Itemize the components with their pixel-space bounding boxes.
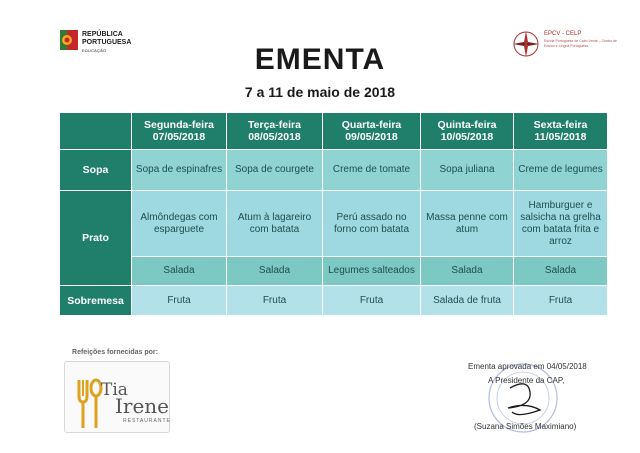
menu-cell: Sopa juliana <box>421 150 514 191</box>
menu-cell: Salada <box>227 257 323 286</box>
restaurant-caption: Refeições fornecidas por: <box>72 349 158 356</box>
menu-cell: Fruta <box>132 286 227 316</box>
menu-cell: Salada <box>514 257 608 286</box>
restaurant-name-2: Irene <box>115 394 170 418</box>
menu-cell: Hamburguer e salsicha na grelha com batata frita e arroz <box>514 191 608 257</box>
row-label-sopa: Sopa <box>60 150 132 191</box>
menu-cell: Massa penne com atum <box>421 191 514 257</box>
date-range: 7 a 11 de maio de 2018 <box>244 84 396 100</box>
restaurant-logo <box>60 349 170 433</box>
approval-date: Ementa aprovada em 04/05/2018 <box>468 362 587 371</box>
prato-side-row <box>60 257 608 286</box>
row-label-prato: Prato <box>60 191 132 286</box>
menu-cell: Fruta <box>514 286 608 316</box>
logo-left-text: REPÚBLICA PORTUGUESA <box>82 31 132 46</box>
approval-signatory: (Suzana Simões Maximiano) <box>474 422 577 431</box>
day-header: Terça-feira 08/05/2018 <box>227 113 323 150</box>
fork-spoon-icon <box>75 378 103 430</box>
logo-left-subtext: EDUCAÇÃO <box>82 48 107 53</box>
corner-cell <box>60 113 132 150</box>
day-header: Quinta-feira 10/05/2018 <box>421 113 514 150</box>
menu-cell: Sopa de courgete <box>227 150 323 191</box>
menu-cell: Atum à lagareiro com batata <box>227 191 323 257</box>
menu-cell: Fruta <box>323 286 421 316</box>
menu-table <box>59 112 608 316</box>
menu-cell: Legumes salteados <box>323 257 421 286</box>
menu-cell: Fruta <box>227 286 323 316</box>
restaurant-name-3: RESTAURANTE <box>123 418 171 424</box>
menu-cell: Creme de tomate <box>323 150 421 191</box>
menu-cell: Salada <box>421 257 514 286</box>
approval-block <box>438 358 598 438</box>
menu-cell: Creme de legumes <box>514 150 608 191</box>
sobremesa-row <box>60 286 608 316</box>
approval-role: A Presidente da CAP, <box>488 376 565 385</box>
page-title: EMENTA <box>254 43 386 76</box>
menu-cell: Perú assado no forno com batata <box>323 191 421 257</box>
header-row <box>60 113 608 150</box>
menu-cell: Sopa de espinafres <box>132 150 227 191</box>
restaurant-logo-box <box>64 361 170 433</box>
menu-cell: Almôndegas com esparguete <box>132 191 227 257</box>
logo-right-title: EPCV - CELP <box>544 31 582 37</box>
prato-row <box>60 191 608 257</box>
sopa-row <box>60 150 608 191</box>
menu-cell: Salada <box>132 257 227 286</box>
day-header: Quarta-feira 09/05/2018 <box>323 113 421 150</box>
day-header: Sexta-feira 11/05/2018 <box>514 113 608 150</box>
day-header: Segunda-feira 07/05/2018 <box>132 113 227 150</box>
menu-cell: Salada de fruta <box>421 286 514 316</box>
row-label-sobremesa: Sobremesa <box>60 286 132 316</box>
logo-right-subtitle: Escola Portuguesa de Cabo Verde – Centro de Ensino e Língua Portuguesa <box>544 39 617 48</box>
restaurant-name-1: Tia <box>101 380 128 400</box>
